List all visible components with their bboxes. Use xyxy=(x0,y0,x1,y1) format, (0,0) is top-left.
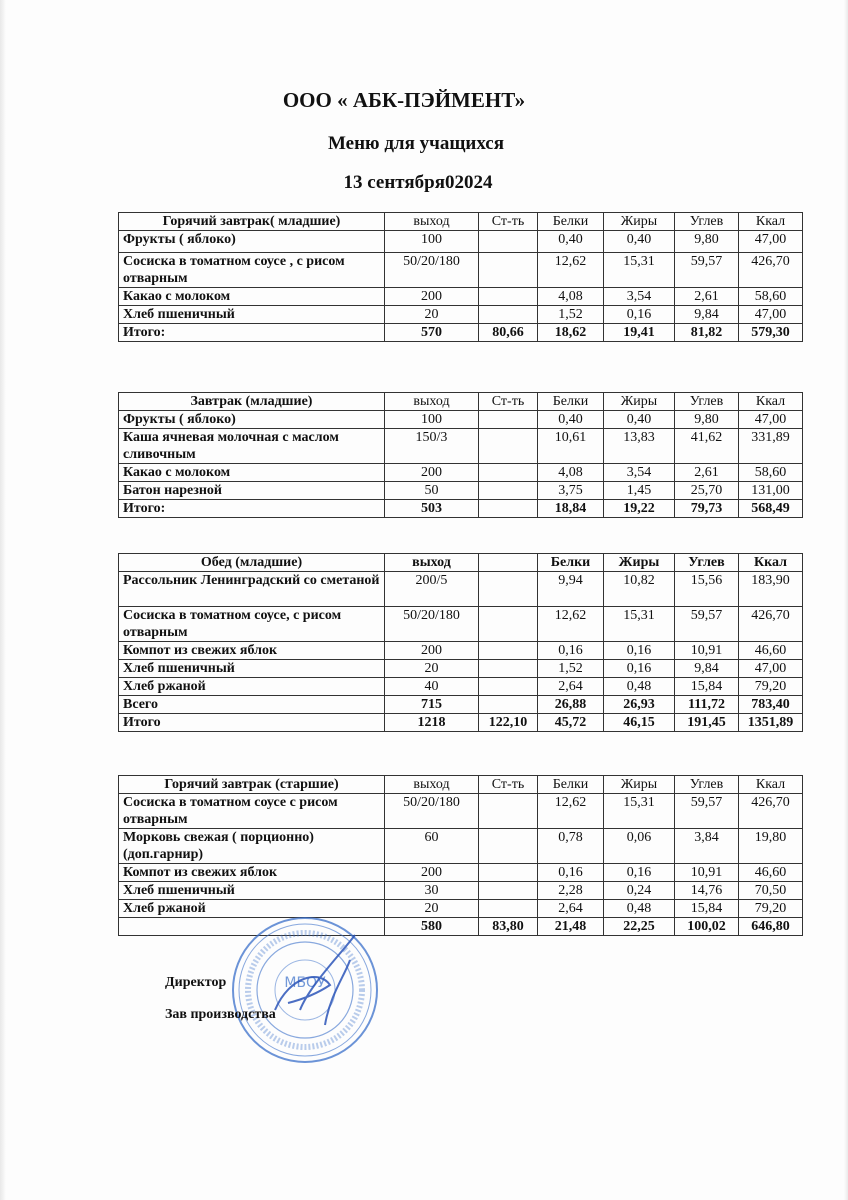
official-stamp-icon xyxy=(230,915,380,1065)
dish-output: 60 xyxy=(385,829,479,864)
col-fat: Жиры xyxy=(604,776,675,794)
total-kcal: 568,49 xyxy=(739,500,803,518)
dish-fat: 0,48 xyxy=(604,678,675,696)
dish-protein: 2,28 xyxy=(538,882,604,900)
dish-fat: 0,16 xyxy=(604,864,675,882)
dish-name: Сосиска в томатном соусе, с рисом отварным xyxy=(119,607,385,642)
col-cost: Ст-ть xyxy=(479,393,538,411)
dish-name: Хлеб ржаной xyxy=(119,678,385,696)
col-carbs: Углев xyxy=(675,213,739,231)
total-row xyxy=(119,714,803,732)
total-fat: 22,25 xyxy=(604,918,675,936)
total-protein: 45,72 xyxy=(538,714,604,732)
total-protein: 18,84 xyxy=(538,500,604,518)
table-row xyxy=(119,411,803,429)
dish-protein: 0,40 xyxy=(538,411,604,429)
total-output: 1218 xyxy=(385,714,479,732)
col-kcal: Ккал xyxy=(739,776,803,794)
dish-protein: 0,40 xyxy=(538,231,604,253)
dish-cost xyxy=(479,231,538,253)
total-kcal: 579,30 xyxy=(739,324,803,342)
table-row xyxy=(119,464,803,482)
dish-carbs: 9,84 xyxy=(675,306,739,324)
dish-protein: 4,08 xyxy=(538,464,604,482)
dish-cost xyxy=(479,572,538,607)
col-cost-empty xyxy=(479,554,538,572)
dish-cost xyxy=(479,607,538,642)
dish-fat: 0,40 xyxy=(604,411,675,429)
total-carbs: 111,72 xyxy=(675,696,739,714)
col-protein: Белки xyxy=(538,554,604,572)
dish-carbs: 2,61 xyxy=(675,288,739,306)
dish-cost xyxy=(479,288,538,306)
table-row xyxy=(119,864,803,882)
dish-fat: 15,31 xyxy=(604,607,675,642)
dish-carbs: 10,91 xyxy=(675,864,739,882)
dish-name: Компот из свежих яблок xyxy=(119,642,385,660)
dish-cost xyxy=(479,900,538,918)
dish-carbs: 9,84 xyxy=(675,660,739,678)
dish-kcal: 183,90 xyxy=(739,572,803,607)
col-fat: Жиры xyxy=(604,213,675,231)
total-cost: 80,66 xyxy=(479,324,538,342)
table-row xyxy=(119,572,803,607)
menu-subtitle: Меню для учащихся xyxy=(327,133,504,154)
dish-cost xyxy=(479,411,538,429)
dish-carbs: 15,84 xyxy=(675,900,739,918)
dish-cost xyxy=(479,253,538,288)
dish-carbs: 59,57 xyxy=(675,607,739,642)
col-output: выход xyxy=(385,776,479,794)
dish-protein: 0,78 xyxy=(538,829,604,864)
dish-output: 50/20/180 xyxy=(385,607,479,642)
dish-fat: 0,16 xyxy=(604,642,675,660)
col-kcal: Ккал xyxy=(739,213,803,231)
svg-text:МБОУ: МБОУ xyxy=(284,975,326,991)
total-carbs: 100,02 xyxy=(675,918,739,936)
total-output: 715 xyxy=(385,696,479,714)
total-cost: 83,80 xyxy=(479,918,538,936)
dish-fat: 15,31 xyxy=(604,253,675,288)
scan-edge-right xyxy=(844,0,848,1200)
menu-table-breakfast-junior xyxy=(118,392,803,518)
dish-fat: 15,31 xyxy=(604,794,675,829)
dish-name: Батон нарезной xyxy=(119,482,385,500)
dish-carbs: 2,61 xyxy=(675,464,739,482)
dish-kcal: 58,60 xyxy=(739,288,803,306)
dish-kcal: 426,70 xyxy=(739,253,803,288)
col-cost: Ст-ть xyxy=(479,213,538,231)
dish-kcal: 79,20 xyxy=(739,900,803,918)
dish-carbs: 15,84 xyxy=(675,678,739,696)
dish-fat: 0,16 xyxy=(604,306,675,324)
dish-kcal: 46,60 xyxy=(739,642,803,660)
total-carbs: 79,73 xyxy=(675,500,739,518)
total-cost xyxy=(479,500,538,518)
dish-name: Морковь свежая ( порционно) (доп.гарнир) xyxy=(119,829,385,864)
table-title: Горячий завтрак( младшие) xyxy=(119,213,385,231)
signature-director-label: Директор xyxy=(165,975,227,990)
dish-protein: 0,16 xyxy=(538,864,604,882)
dish-output: 40 xyxy=(385,678,479,696)
dish-output: 20 xyxy=(385,660,479,678)
table-row xyxy=(119,482,803,500)
dish-fat: 3,54 xyxy=(604,288,675,306)
total-label: Всего xyxy=(119,696,385,714)
dish-kcal: 70,50 xyxy=(739,882,803,900)
dish-fat: 10,82 xyxy=(604,572,675,607)
dish-name: Хлеб пшеничный xyxy=(119,660,385,678)
dish-protein: 9,94 xyxy=(538,572,604,607)
table-title: Горячий завтрак (старшие) xyxy=(119,776,385,794)
total-kcal: 783,40 xyxy=(739,696,803,714)
col-carbs: Углев xyxy=(675,554,739,572)
total-cost: 122,10 xyxy=(479,714,538,732)
total-cost xyxy=(479,696,538,714)
dish-name: Какао с молоком xyxy=(119,464,385,482)
subtotal-row xyxy=(119,696,803,714)
menu-table-hot-breakfast-senior xyxy=(118,775,803,936)
total-row xyxy=(119,500,803,518)
dish-cost xyxy=(479,642,538,660)
dish-protein: 3,75 xyxy=(538,482,604,500)
dish-protein: 2,64 xyxy=(538,678,604,696)
dish-cost xyxy=(479,678,538,696)
table-row xyxy=(119,253,803,288)
dish-name: Фрукты ( яблоко) xyxy=(119,231,385,253)
total-fat: 46,15 xyxy=(604,714,675,732)
dish-carbs: 9,80 xyxy=(675,231,739,253)
table-row xyxy=(119,882,803,900)
dish-name: Хлеб пшеничный xyxy=(119,306,385,324)
dish-fat: 0,48 xyxy=(604,900,675,918)
table-header-row xyxy=(119,213,803,231)
table-title: Завтрак (младшие) xyxy=(119,393,385,411)
total-label: Итого: xyxy=(119,500,385,518)
dish-kcal: 426,70 xyxy=(739,794,803,829)
total-label: Итого: xyxy=(119,324,385,342)
total-fat: 19,41 xyxy=(604,324,675,342)
total-output: 570 xyxy=(385,324,479,342)
dish-carbs: 41,62 xyxy=(675,429,739,464)
dish-output: 100 xyxy=(385,411,479,429)
table-row xyxy=(119,288,803,306)
dish-cost xyxy=(479,794,538,829)
total-fat: 26,93 xyxy=(604,696,675,714)
dish-kcal: 47,00 xyxy=(739,411,803,429)
table-header-row xyxy=(119,776,803,794)
total-carbs: 191,45 xyxy=(675,714,739,732)
dish-carbs: 15,56 xyxy=(675,572,739,607)
total-fat: 19,22 xyxy=(604,500,675,518)
menu-date: 13 сентября02024 xyxy=(343,172,493,193)
col-cost: Ст-ть xyxy=(479,776,538,794)
dish-protein: 1,52 xyxy=(538,306,604,324)
table-row xyxy=(119,900,803,918)
table-title: Обед (младшие) xyxy=(119,554,385,572)
dish-output: 200/5 xyxy=(385,572,479,607)
dish-output: 200 xyxy=(385,864,479,882)
dish-output: 20 xyxy=(385,306,479,324)
dish-fat: 0,16 xyxy=(604,660,675,678)
table-row xyxy=(119,794,803,829)
dish-output: 50 xyxy=(385,482,479,500)
total-protein: 21,48 xyxy=(538,918,604,936)
dish-output: 200 xyxy=(385,464,479,482)
company-title: ООО « АБК-ПЭЙМЕНТ» xyxy=(282,88,526,112)
dish-protein: 2,64 xyxy=(538,900,604,918)
table-row xyxy=(119,607,803,642)
dish-protein: 0,16 xyxy=(538,642,604,660)
dish-output: 50/20/180 xyxy=(385,794,479,829)
dish-protein: 10,61 xyxy=(538,429,604,464)
dish-output: 200 xyxy=(385,642,479,660)
col-kcal: Ккал xyxy=(739,554,803,572)
dish-fat: 0,06 xyxy=(604,829,675,864)
dish-protein: 1,52 xyxy=(538,660,604,678)
total-carbs: 81,82 xyxy=(675,324,739,342)
total-label: Итого xyxy=(119,714,385,732)
dish-kcal: 47,00 xyxy=(739,231,803,253)
dish-cost xyxy=(479,429,538,464)
dish-cost xyxy=(479,306,538,324)
dish-kcal: 47,00 xyxy=(739,306,803,324)
dish-fat: 13,83 xyxy=(604,429,675,464)
total-row xyxy=(119,324,803,342)
col-protein: Белки xyxy=(538,213,604,231)
total-kcal: 1351,89 xyxy=(739,714,803,732)
total-protein: 26,88 xyxy=(538,696,604,714)
table-row xyxy=(119,642,803,660)
table-row xyxy=(119,660,803,678)
dish-carbs: 9,80 xyxy=(675,411,739,429)
dish-fat: 3,54 xyxy=(604,464,675,482)
dish-cost xyxy=(479,482,538,500)
dish-output: 200 xyxy=(385,288,479,306)
table-row xyxy=(119,429,803,464)
dish-name: Сосиска в томатном соусе с рисом отварным xyxy=(119,794,385,829)
dish-name: Рассольник Ленинградский со сметаной xyxy=(119,572,385,607)
menu-table-hot-breakfast-junior xyxy=(118,212,803,342)
dish-fat: 1,45 xyxy=(604,482,675,500)
dish-kcal: 79,20 xyxy=(739,678,803,696)
dish-kcal: 47,00 xyxy=(739,660,803,678)
dish-carbs: 14,76 xyxy=(675,882,739,900)
col-carbs: Углев xyxy=(675,776,739,794)
dish-carbs: 59,57 xyxy=(675,253,739,288)
dish-cost xyxy=(479,829,538,864)
dish-carbs: 25,70 xyxy=(675,482,739,500)
col-fat: Жиры xyxy=(604,554,675,572)
dish-carbs: 59,57 xyxy=(675,794,739,829)
dish-fat: 0,40 xyxy=(604,231,675,253)
total-output: 503 xyxy=(385,500,479,518)
table-row xyxy=(119,829,803,864)
col-kcal: Ккал xyxy=(739,393,803,411)
col-fat: Жиры xyxy=(604,393,675,411)
total-protein: 18,62 xyxy=(538,324,604,342)
table-row xyxy=(119,231,803,253)
col-protein: Белки xyxy=(538,393,604,411)
dish-output: 50/20/180 xyxy=(385,253,479,288)
total-output: 580 xyxy=(385,918,479,936)
dish-protein: 12,62 xyxy=(538,607,604,642)
dish-fat: 0,24 xyxy=(604,882,675,900)
dish-kcal: 426,70 xyxy=(739,607,803,642)
dish-protein: 4,08 xyxy=(538,288,604,306)
dish-carbs: 10,91 xyxy=(675,642,739,660)
col-output: выход xyxy=(385,393,479,411)
dish-protein: 12,62 xyxy=(538,253,604,288)
col-protein: Белки xyxy=(538,776,604,794)
dish-output: 30 xyxy=(385,882,479,900)
menu-table-lunch-junior xyxy=(118,553,803,732)
dish-name: Какао с молоком xyxy=(119,288,385,306)
table-header-row xyxy=(119,393,803,411)
dish-carbs: 3,84 xyxy=(675,829,739,864)
dish-output: 150/3 xyxy=(385,429,479,464)
table-header-row xyxy=(119,554,803,572)
table-row xyxy=(119,306,803,324)
dish-name: Хлеб ржаной xyxy=(119,900,385,918)
table-row xyxy=(119,678,803,696)
dish-name: Сосиска в томатном соусе , с рисом отварным xyxy=(119,253,385,288)
col-carbs: Углев xyxy=(675,393,739,411)
dish-kcal: 131,00 xyxy=(739,482,803,500)
dish-cost xyxy=(479,660,538,678)
dish-kcal: 46,60 xyxy=(739,864,803,882)
col-output: выход xyxy=(385,554,479,572)
dish-kcal: 331,89 xyxy=(739,429,803,464)
dish-name: Каша ячневая молочная с маслом сливочным xyxy=(119,429,385,464)
dish-kcal: 58,60 xyxy=(739,464,803,482)
dish-cost xyxy=(479,882,538,900)
total-row xyxy=(119,918,803,936)
col-output: выход xyxy=(385,213,479,231)
dish-protein: 12,62 xyxy=(538,794,604,829)
dish-cost xyxy=(479,464,538,482)
dish-output: 100 xyxy=(385,231,479,253)
dish-name: Хлеб пшеничный xyxy=(119,882,385,900)
signature-production-head-label: Зав производства xyxy=(165,1007,276,1022)
dish-kcal: 19,80 xyxy=(739,829,803,864)
total-kcal: 646,80 xyxy=(739,918,803,936)
dish-name: Фрукты ( яблоко) xyxy=(119,411,385,429)
dish-cost xyxy=(479,864,538,882)
dish-name: Компот из свежих яблок xyxy=(119,864,385,882)
dish-output: 20 xyxy=(385,900,479,918)
